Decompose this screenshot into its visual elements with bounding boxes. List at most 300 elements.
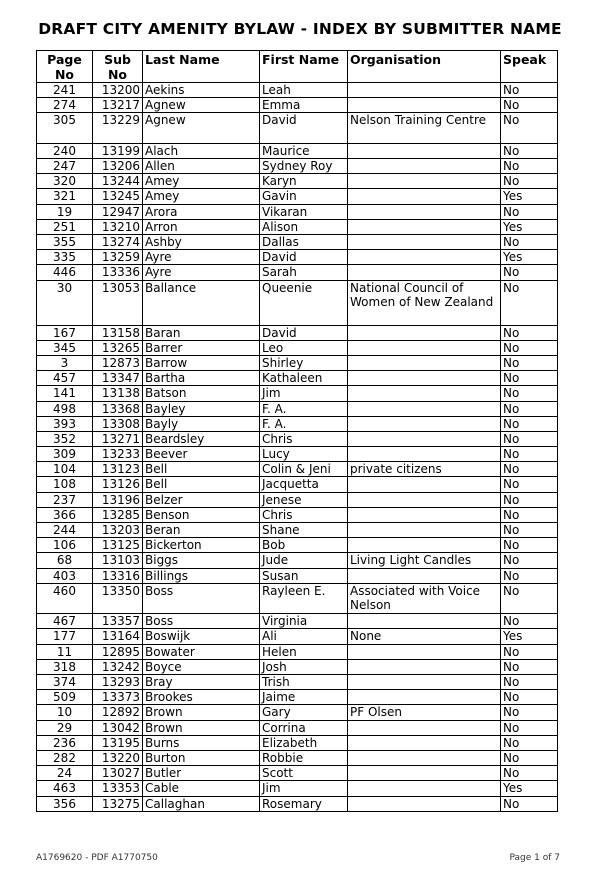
table-row <box>37 705 558 720</box>
cell-sub-no: 13233 <box>93 447 143 462</box>
cell-first-name: Jenese <box>260 492 348 507</box>
table-row <box>37 538 558 553</box>
cell-organisation: Living Light Candles <box>348 553 501 568</box>
cell-sub-no: 13293 <box>93 675 143 690</box>
cell-page-no: 251 <box>37 219 93 234</box>
table-row <box>37 659 558 674</box>
table-header-row <box>37 51 558 83</box>
cell-speak: No <box>501 159 558 174</box>
cell-organisation <box>348 98 501 113</box>
table-row <box>37 583 558 614</box>
cell-last-name: Barrow <box>143 355 260 370</box>
cell-speak: Yes <box>501 781 558 796</box>
cell-last-name: Agnew <box>143 113 260 144</box>
cell-speak: No <box>501 235 558 250</box>
cell-sub-no: 13259 <box>93 250 143 265</box>
cell-first-name: Dallas <box>260 235 348 250</box>
cell-first-name: F. A. <box>260 416 348 431</box>
cell-speak: No <box>501 583 558 614</box>
cell-organisation <box>348 796 501 811</box>
cell-organisation <box>348 659 501 674</box>
cell-sub-no: 13200 <box>93 83 143 98</box>
cell-speak: Yes <box>501 219 558 234</box>
cell-organisation <box>348 538 501 553</box>
cell-page-no: 356 <box>37 796 93 811</box>
cell-organisation <box>348 492 501 507</box>
cell-first-name: Leo <box>260 340 348 355</box>
cell-first-name: Gavin <box>260 189 348 204</box>
cell-page-no: 460 <box>37 583 93 614</box>
cell-speak: No <box>501 766 558 781</box>
cell-organisation <box>348 189 501 204</box>
table-row <box>37 447 558 462</box>
table-row <box>37 143 558 158</box>
cell-speak: No <box>501 690 558 705</box>
cell-page-no: 393 <box>37 416 93 431</box>
cell-page-no: 318 <box>37 659 93 674</box>
cell-organisation <box>348 447 501 462</box>
page-number: Page 1 of 7 <box>509 853 560 863</box>
cell-organisation <box>348 507 501 522</box>
cell-organisation: PF Olsen <box>348 705 501 720</box>
table-row <box>37 371 558 386</box>
cell-speak: No <box>501 98 558 113</box>
cell-last-name: Ballance <box>143 280 260 325</box>
cell-speak: No <box>501 447 558 462</box>
cell-first-name: David <box>260 250 348 265</box>
cell-speak: No <box>501 614 558 629</box>
cell-page-no: 274 <box>37 98 93 113</box>
cell-organisation <box>348 386 501 401</box>
table-row <box>37 174 558 189</box>
cell-speak: No <box>501 675 558 690</box>
cell-sub-no: 13347 <box>93 371 143 386</box>
cell-organisation <box>348 355 501 370</box>
table-row <box>37 735 558 750</box>
cell-page-no: 236 <box>37 735 93 750</box>
cell-sub-no: 13195 <box>93 735 143 750</box>
cell-first-name: Jaime <box>260 690 348 705</box>
cell-page-no: 19 <box>37 204 93 219</box>
cell-first-name: Jim <box>260 386 348 401</box>
cell-first-name: Maurice <box>260 143 348 158</box>
cell-page-no: 24 <box>37 766 93 781</box>
cell-page-no: 108 <box>37 477 93 492</box>
cell-first-name: Robbie <box>260 750 348 765</box>
cell-last-name: Bell <box>143 462 260 477</box>
cell-sub-no: 12873 <box>93 355 143 370</box>
cell-page-no: 3 <box>37 355 93 370</box>
cell-speak: No <box>501 143 558 158</box>
cell-speak: No <box>501 659 558 674</box>
table-row <box>37 340 558 355</box>
cell-last-name: Boss <box>143 583 260 614</box>
cell-speak: No <box>501 644 558 659</box>
cell-organisation <box>348 568 501 583</box>
cell-speak: No <box>501 735 558 750</box>
cell-sub-no: 13138 <box>93 386 143 401</box>
cell-last-name: Baran <box>143 325 260 340</box>
cell-sub-no: 13125 <box>93 538 143 553</box>
cell-page-no: 30 <box>37 280 93 325</box>
header-last-name: Last Name <box>143 51 260 83</box>
table-row <box>37 113 558 144</box>
document-title: DRAFT CITY AMENITY BYLAW - INDEX BY SUBMITTER NAME <box>38 20 562 38</box>
cell-page-no: 345 <box>37 340 93 355</box>
cell-first-name: Sydney Roy <box>260 159 348 174</box>
table-row <box>37 507 558 522</box>
cell-page-no: 237 <box>37 492 93 507</box>
cell-page-no: 241 <box>37 83 93 98</box>
cell-page-no: 463 <box>37 781 93 796</box>
cell-organisation <box>348 325 501 340</box>
cell-first-name: Lucy <box>260 447 348 462</box>
table-row <box>37 401 558 416</box>
cell-sub-no: 13271 <box>93 431 143 446</box>
cell-page-no: 282 <box>37 750 93 765</box>
cell-sub-no: 12895 <box>93 644 143 659</box>
cell-sub-no: 13368 <box>93 401 143 416</box>
cell-organisation <box>348 766 501 781</box>
cell-page-no: 457 <box>37 371 93 386</box>
cell-last-name: Bickerton <box>143 538 260 553</box>
cell-page-no: 167 <box>37 325 93 340</box>
cell-first-name: Corrina <box>260 720 348 735</box>
cell-sub-no: 13164 <box>93 629 143 644</box>
cell-first-name: Emma <box>260 98 348 113</box>
cell-speak: No <box>501 325 558 340</box>
table-row <box>37 492 558 507</box>
header-first-name: First Name <box>260 51 348 83</box>
cell-page-no: 355 <box>37 235 93 250</box>
cell-last-name: Amey <box>143 174 260 189</box>
cell-sub-no: 13357 <box>93 614 143 629</box>
cell-first-name: Alison <box>260 219 348 234</box>
cell-speak: No <box>501 265 558 280</box>
table-row <box>37 204 558 219</box>
cell-last-name: Boyce <box>143 659 260 674</box>
cell-sub-no: 13196 <box>93 492 143 507</box>
cell-page-no: 403 <box>37 568 93 583</box>
cell-sub-no: 13217 <box>93 98 143 113</box>
table-row <box>37 614 558 629</box>
cell-organisation <box>348 431 501 446</box>
cell-speak: No <box>501 174 558 189</box>
cell-organisation <box>348 250 501 265</box>
cell-organisation <box>348 720 501 735</box>
cell-first-name: Rayleen E. <box>260 583 348 614</box>
cell-first-name: Chris <box>260 431 348 446</box>
cell-speak: No <box>501 477 558 492</box>
cell-page-no: 498 <box>37 401 93 416</box>
cell-last-name: Bell <box>143 477 260 492</box>
cell-first-name: Shane <box>260 523 348 538</box>
cell-first-name: Chris <box>260 507 348 522</box>
cell-sub-no: 13126 <box>93 477 143 492</box>
cell-speak: No <box>501 507 558 522</box>
table-row <box>37 720 558 735</box>
table-row <box>37 675 558 690</box>
cell-last-name: Biggs <box>143 553 260 568</box>
cell-organisation: None <box>348 629 501 644</box>
cell-last-name: Aekins <box>143 83 260 98</box>
cell-last-name: Ashby <box>143 235 260 250</box>
cell-sub-no: 13203 <box>93 523 143 538</box>
header-page-no: Page No <box>37 51 93 83</box>
cell-first-name: David <box>260 325 348 340</box>
cell-speak: No <box>501 204 558 219</box>
cell-organisation: Nelson Training Centre <box>348 113 501 144</box>
cell-organisation: Associated with Voice Nelson <box>348 583 501 614</box>
table-body <box>37 83 558 812</box>
cell-first-name: Kathaleen <box>260 371 348 386</box>
table-row <box>37 98 558 113</box>
cell-sub-no: 13336 <box>93 265 143 280</box>
cell-organisation <box>348 204 501 219</box>
cell-last-name: Bartha <box>143 371 260 386</box>
cell-page-no: 352 <box>37 431 93 446</box>
cell-last-name: Arron <box>143 219 260 234</box>
cell-organisation <box>348 174 501 189</box>
cell-speak: No <box>501 538 558 553</box>
cell-speak: No <box>501 492 558 507</box>
cell-page-no: 320 <box>37 174 93 189</box>
cell-first-name: Gary <box>260 705 348 720</box>
cell-last-name: Arora <box>143 204 260 219</box>
cell-sub-no: 13229 <box>93 113 143 144</box>
cell-speak: No <box>501 705 558 720</box>
document-reference: A1769620 - PDF A1770750 <box>36 853 158 863</box>
cell-sub-no: 13353 <box>93 781 143 796</box>
cell-sub-no: 13123 <box>93 462 143 477</box>
cell-last-name: Beever <box>143 447 260 462</box>
cell-speak: No <box>501 280 558 325</box>
cell-first-name: Sarah <box>260 265 348 280</box>
cell-first-name: Rosemary <box>260 796 348 811</box>
table-row <box>37 766 558 781</box>
cell-first-name: Jude <box>260 553 348 568</box>
cell-last-name: Amey <box>143 189 260 204</box>
cell-page-no: 104 <box>37 462 93 477</box>
table-row <box>37 386 558 401</box>
cell-sub-no: 13350 <box>93 583 143 614</box>
cell-last-name: Bray <box>143 675 260 690</box>
cell-page-no: 29 <box>37 720 93 735</box>
cell-first-name: Ali <box>260 629 348 644</box>
cell-first-name: Vikaran <box>260 204 348 219</box>
cell-sub-no: 13199 <box>93 143 143 158</box>
cell-last-name: Benson <box>143 507 260 522</box>
cell-organisation: private citizens <box>348 462 501 477</box>
table-row <box>37 523 558 538</box>
cell-page-no: 467 <box>37 614 93 629</box>
cell-sub-no: 12892 <box>93 705 143 720</box>
cell-speak: No <box>501 720 558 735</box>
cell-first-name: Jacquetta <box>260 477 348 492</box>
cell-page-no: 305 <box>37 113 93 144</box>
cell-organisation <box>348 219 501 234</box>
cell-sub-no: 13220 <box>93 750 143 765</box>
cell-page-no: 335 <box>37 250 93 265</box>
cell-last-name: Ayre <box>143 265 260 280</box>
cell-sub-no: 13285 <box>93 507 143 522</box>
table-row <box>37 462 558 477</box>
cell-sub-no: 13275 <box>93 796 143 811</box>
cell-speak: Yes <box>501 250 558 265</box>
cell-last-name: Bowater <box>143 644 260 659</box>
table-row <box>37 553 558 568</box>
table-row <box>37 416 558 431</box>
cell-first-name: Bob <box>260 538 348 553</box>
cell-speak: No <box>501 113 558 144</box>
cell-last-name: Cable <box>143 781 260 796</box>
cell-last-name: Beran <box>143 523 260 538</box>
table-row <box>37 690 558 705</box>
cell-speak: No <box>501 568 558 583</box>
cell-sub-no: 12947 <box>93 204 143 219</box>
cell-last-name: Brookes <box>143 690 260 705</box>
cell-sub-no: 13053 <box>93 280 143 325</box>
cell-last-name: Butler <box>143 766 260 781</box>
cell-sub-no: 13042 <box>93 720 143 735</box>
cell-last-name: Boss <box>143 614 260 629</box>
cell-sub-no: 13245 <box>93 189 143 204</box>
cell-last-name: Alach <box>143 143 260 158</box>
cell-first-name: F. A. <box>260 401 348 416</box>
table-row <box>37 325 558 340</box>
cell-speak: No <box>501 523 558 538</box>
cell-first-name: Queenie <box>260 280 348 325</box>
cell-page-no: 106 <box>37 538 93 553</box>
cell-sub-no: 13373 <box>93 690 143 705</box>
cell-page-no: 366 <box>37 507 93 522</box>
cell-organisation <box>348 340 501 355</box>
cell-organisation <box>348 675 501 690</box>
cell-first-name: Karyn <box>260 174 348 189</box>
cell-sub-no: 13244 <box>93 174 143 189</box>
cell-organisation <box>348 401 501 416</box>
cell-first-name: David <box>260 113 348 144</box>
cell-sub-no: 13274 <box>93 235 143 250</box>
cell-sub-no: 13158 <box>93 325 143 340</box>
table-row <box>37 280 558 325</box>
cell-last-name: Allen <box>143 159 260 174</box>
cell-speak: No <box>501 83 558 98</box>
cell-speak: No <box>501 355 558 370</box>
cell-last-name: Beardsley <box>143 431 260 446</box>
header-sub-no: Sub No <box>93 51 143 83</box>
cell-last-name: Billings <box>143 568 260 583</box>
cell-last-name: Batson <box>143 386 260 401</box>
cell-page-no: 68 <box>37 553 93 568</box>
cell-page-no: 321 <box>37 189 93 204</box>
table-row <box>37 644 558 659</box>
cell-last-name: Ayre <box>143 250 260 265</box>
cell-speak: No <box>501 553 558 568</box>
cell-first-name: Colin & Jeni <box>260 462 348 477</box>
cell-last-name: Belzer <box>143 492 260 507</box>
cell-first-name: Jim <box>260 781 348 796</box>
cell-organisation <box>348 750 501 765</box>
cell-speak: No <box>501 796 558 811</box>
cell-last-name: Boswijk <box>143 629 260 644</box>
cell-speak: No <box>501 340 558 355</box>
cell-organisation: National Council of Women of New Zealand <box>348 280 501 325</box>
cell-first-name: Susan <box>260 568 348 583</box>
cell-last-name: Barrer <box>143 340 260 355</box>
table-row <box>37 250 558 265</box>
cell-organisation <box>348 523 501 538</box>
cell-last-name: Callaghan <box>143 796 260 811</box>
cell-sub-no: 13103 <box>93 553 143 568</box>
cell-sub-no: 13206 <box>93 159 143 174</box>
cell-sub-no: 13027 <box>93 766 143 781</box>
cell-sub-no: 13308 <box>93 416 143 431</box>
cell-organisation <box>348 416 501 431</box>
cell-last-name: Bayley <box>143 401 260 416</box>
cell-first-name: Scott <box>260 766 348 781</box>
cell-page-no: 374 <box>37 675 93 690</box>
cell-organisation <box>348 644 501 659</box>
cell-page-no: 11 <box>37 644 93 659</box>
cell-speak: No <box>501 750 558 765</box>
header-speak: Speak <box>501 51 558 83</box>
cell-last-name: Burns <box>143 735 260 750</box>
table-row <box>37 355 558 370</box>
cell-speak: Yes <box>501 189 558 204</box>
cell-speak: Yes <box>501 629 558 644</box>
table-row <box>37 796 558 811</box>
cell-organisation <box>348 371 501 386</box>
cell-page-no: 240 <box>37 143 93 158</box>
cell-speak: No <box>501 371 558 386</box>
cell-sub-no: 13316 <box>93 568 143 583</box>
cell-speak: No <box>501 401 558 416</box>
table-row <box>37 477 558 492</box>
cell-sub-no: 13210 <box>93 219 143 234</box>
cell-organisation <box>348 143 501 158</box>
cell-page-no: 309 <box>37 447 93 462</box>
cell-page-no: 247 <box>37 159 93 174</box>
cell-page-no: 509 <box>37 690 93 705</box>
cell-organisation <box>348 614 501 629</box>
table-row <box>37 83 558 98</box>
cell-organisation <box>348 781 501 796</box>
cell-first-name: Helen <box>260 644 348 659</box>
cell-last-name: Brown <box>143 720 260 735</box>
table-row <box>37 568 558 583</box>
cell-speak: No <box>501 431 558 446</box>
cell-page-no: 177 <box>37 629 93 644</box>
cell-last-name: Burton <box>143 750 260 765</box>
table-row <box>37 159 558 174</box>
table-row <box>37 219 558 234</box>
table-row <box>37 189 558 204</box>
cell-page-no: 10 <box>37 705 93 720</box>
cell-speak: No <box>501 416 558 431</box>
cell-sub-no: 13265 <box>93 340 143 355</box>
cell-page-no: 244 <box>37 523 93 538</box>
cell-page-no: 141 <box>37 386 93 401</box>
cell-speak: No <box>501 386 558 401</box>
cell-sub-no: 13242 <box>93 659 143 674</box>
cell-first-name: Josh <box>260 659 348 674</box>
cell-last-name: Agnew <box>143 98 260 113</box>
cell-last-name: Brown <box>143 705 260 720</box>
cell-organisation <box>348 735 501 750</box>
cell-first-name: Elizabeth <box>260 735 348 750</box>
cell-first-name: Trish <box>260 675 348 690</box>
